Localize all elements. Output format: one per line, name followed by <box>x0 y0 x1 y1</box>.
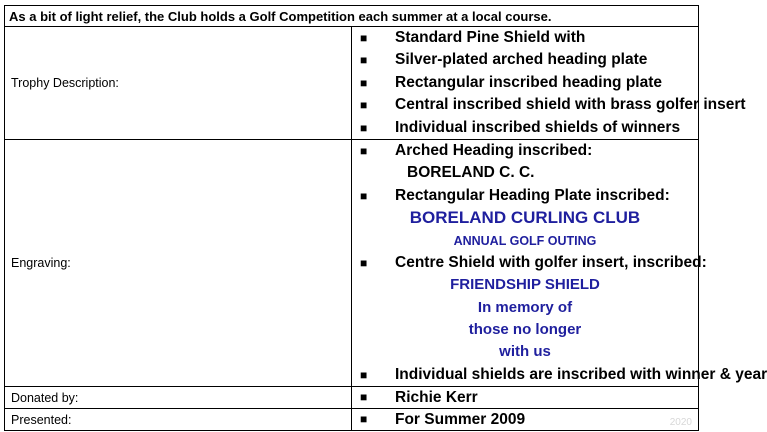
list-item <box>352 387 698 408</box>
list-item <box>352 185 698 207</box>
arched-inscription: BORELAND C. C. <box>407 164 535 182</box>
list-item <box>352 140 698 162</box>
list-item <box>352 252 707 274</box>
rect-inscription-line2: ANNUAL GOLF OUTING <box>453 233 597 248</box>
engraving-row <box>5 139 699 386</box>
list-item <box>352 117 698 139</box>
rect-inscription-line1: BORELAND CURLING CLUB <box>409 208 641 228</box>
centre-inscription-line2: In memory of <box>477 298 573 316</box>
item-text: Central inscribed shield with brass golfer insert <box>395 96 746 114</box>
trophy-table <box>4 5 767 431</box>
bullet-icon: ■ <box>360 98 368 113</box>
bullet-icon: ■ <box>360 255 368 270</box>
trophy-row <box>5 27 699 140</box>
trophy-label: Trophy Description: <box>5 27 352 140</box>
centre-inscription-line3: those no longer <box>468 321 582 339</box>
presented-value: For Summer 2009 <box>395 411 526 429</box>
bullet-icon: ■ <box>360 31 368 45</box>
centre-inscription-line1: FRIENDSHIP SHIELD <box>450 276 600 294</box>
centre-inscription-line4: with us <box>499 343 551 361</box>
trophy-items <box>352 27 746 140</box>
bullet-icon: ■ <box>360 143 368 158</box>
list-item <box>352 364 767 386</box>
presented-cell <box>352 409 699 431</box>
arched-heading: Arched Heading inscribed: <box>395 141 593 159</box>
bullet-icon: ■ <box>360 53 368 68</box>
list-item <box>352 409 698 430</box>
engraving-details <box>352 139 767 386</box>
list-item <box>352 72 698 94</box>
item-text: Rectangular inscribed heading plate <box>395 73 663 91</box>
trophy-document <box>4 5 767 429</box>
item-text: Silver-plated arched heading plate <box>395 51 648 69</box>
watermark: 2020 <box>669 417 692 429</box>
individual-shields: Individual shields are inscribed with winner & year <box>395 365 767 383</box>
intro-text: As a bit of light relief, the Club holds a Golf Competition each summer at a local course. <box>5 6 699 27</box>
donated-label: Donated by: <box>5 387 352 409</box>
bullet-icon: ■ <box>360 188 368 203</box>
bullet-icon: ■ <box>360 367 368 382</box>
donated-value: Richie Kerr <box>395 389 478 407</box>
bullet-icon: ■ <box>360 120 368 135</box>
centre-heading: Centre Shield with golfer insert, inscribed: <box>395 253 707 271</box>
item-text: Individual inscribed shields of winners <box>395 118 681 136</box>
item-text: Standard Pine Shield with <box>395 29 586 46</box>
bullet-icon: ■ <box>360 390 368 405</box>
list-item <box>352 27 698 49</box>
bullet-icon: ■ <box>360 412 368 427</box>
presented-label: Presented: <box>5 409 352 431</box>
donated-row <box>5 387 699 409</box>
rect-heading: Rectangular Heading Plate inscribed: <box>395 186 670 204</box>
engraving-label: Engraving: <box>5 139 352 386</box>
list-item <box>352 94 746 116</box>
list-item <box>352 49 698 71</box>
presented-row <box>5 409 699 431</box>
donated-cell <box>352 387 699 409</box>
intro-row <box>5 6 699 27</box>
bullet-icon: ■ <box>360 75 368 90</box>
